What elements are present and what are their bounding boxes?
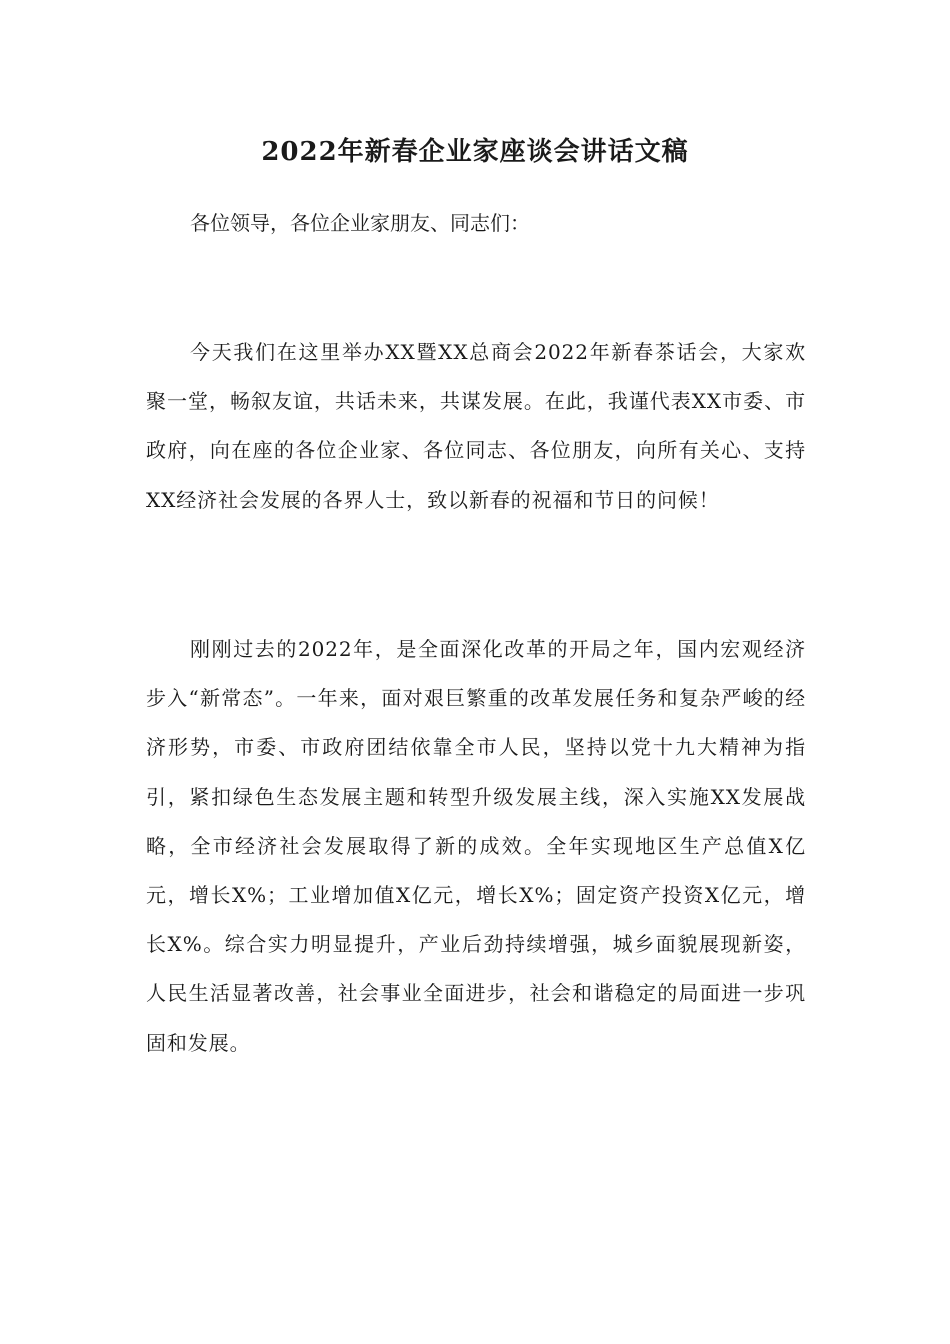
salutation: 各位领导，各位企业家朋友、同志们： <box>190 211 530 235</box>
paragraph-review: 刚刚过去的2022年，是全面深化改革的开局之年，国内宏观经济步入“新常态”。一年来，面对艰巨繁重的改革发展任务和复杂严峻的经济形势，市委、市政府团结依靠全市人民，坚持以党十九大精神为指引，紧扣绿色生态发展主题和转型升级发展主线，深入实施XX发展战略，全市经济社会发展取得了新的成效。全年实现地区生产总值X亿元，增长X%；工业增加值X亿元，增长X%；固定资产投资X亿元，增长X%。综合实力明显提升，产业后劲持续增强，城乡面貌展现新姿，人民生活显著改善，社会事业全面进步，社会和谐稳定的局面进一步巩固和发展。 <box>146 637 806 1055</box>
paragraph-greeting: 今天我们在这里举办XX暨XX总商会2022年新春茶话会，大家欢聚一堂，畅叙友谊，共话未来，共谋发展。在此，我谨代表XX市委、市政府，向在座的各位企业家、各位同志、各位朋友，向所有关心、支持XX经济社会发展的各界人士，致以新春的祝福和节日的问候！ <box>146 340 806 512</box>
document-title: 2022年新春企业家座谈会讲话文稿 <box>261 137 689 167</box>
